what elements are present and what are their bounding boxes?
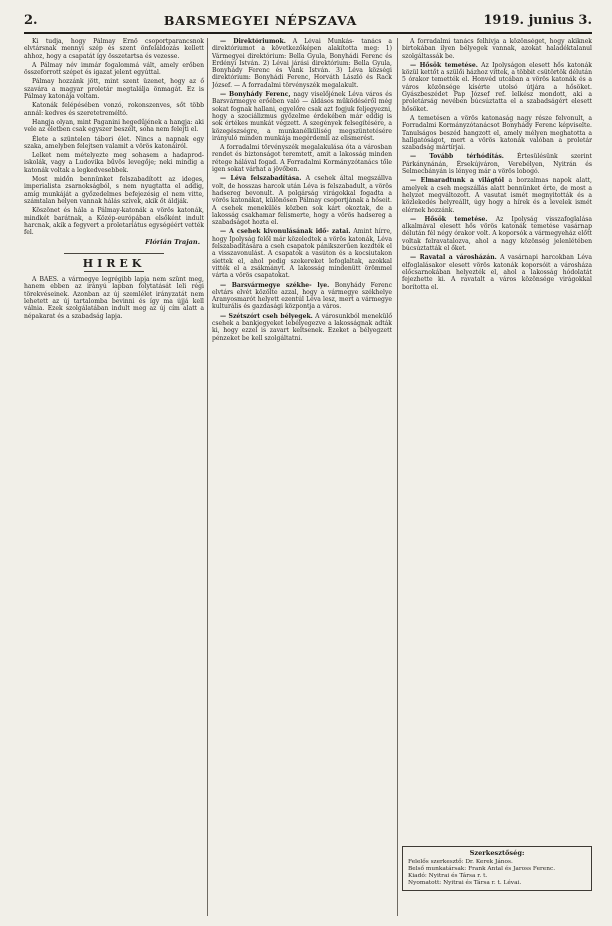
news-item: [212, 282, 392, 311]
news-item-heading: — Hősök temetése.: [410, 215, 488, 223]
news-item: [212, 175, 392, 226]
article-paragraph: A Pálmay név immár fogalommá vált, amely erőben összeforrott szépet és igazat jelent egyúttal.: [24, 61, 204, 77]
news-item-text: A forradalmi tanács felhívja a közönséget, hogy akiknek birtokában ilyen bélyegek vannak, azokat haladéktalanul szolgáltassák be.: [402, 38, 592, 60]
article-paragraph: Hangja olyan, mint Paganini hegedűjének a hangja: aki vele az életben csak egyszer beszélt, soha nem felejti el.: [24, 118, 204, 134]
article-paragraph: Katonák felépésében vonzó, rokonszenves, sőt több annál: kedves és szeretetreméltó.: [24, 102, 204, 117]
news-item-text: a borzalmas napok alatt, amelyek a cseh megszállás alatt bennünket érte, de most a helyzet megváltozott. A vasutat ismét megnyitották és a közlekedés helyreállt, úgy hogy a hírek és a levelek ismét elérnek hozzánk.: [402, 177, 592, 214]
news-item: [402, 216, 592, 252]
credits-heading: Szerkesztőség:: [469, 849, 525, 857]
news-item: [212, 144, 392, 173]
article-paragraph: Lelket nem mételyezte meg sohasem a hadaprod-iskolák, vagy a Ludovika bűvös levegője; neki mindig a katonák voltak a legkedvesebbek.: [24, 152, 204, 174]
news-item-heading: — Hősök temetése.: [410, 61, 478, 69]
news-item-heading: — Léva felszabadítása.: [220, 175, 302, 183]
news-item-text: A temetésen a vörös katonaság nagy része felvonult, a Forradalmi Kormányzótanácsot Bonyhády Ferenc képviselte. Tanulságos beszéd hangzott el, amely mélyen meghatotta a hallgatóságot, mert a vörös katonák valóban a proletár szabadság mártírjai.: [402, 114, 592, 152]
news-item: [212, 38, 392, 89]
issue-date: 1919. junius 3.: [483, 12, 592, 28]
news-item-text: nagy viselőjének Léva város és Barsvármegye erőében való — áldásos működéséről még sokat fognak hallani, egyelőre csak azt fogjuk feljegyezni, hogy a szociálizmus győzelme érdekében már eddig is sok értékes munkát végzett. A szegények felsegítésére, a közegészségre, a munkanélküliség megszüntetésére irányuló minden munkája megérdemli az elismerést.: [212, 91, 392, 142]
news-item: [212, 313, 392, 342]
credits-line: Nyomatott: Nyitrai és Társa r. t. Lévai.: [408, 880, 522, 886]
news-item-text: A vasárnapi harcokban Léva elfoglalásakor elesett vörös katonák koporsóit a városháza előcsarnokában helyezték el, ahol a lakosság hódolatát fejezhette ki. A ravatalt a város közönsége virágokkal borította el.: [402, 254, 592, 291]
news-item-heading: — Ravatal a városházán.: [410, 254, 497, 262]
section-divider: [64, 253, 164, 254]
article-paragraph: Élete a szüntelen tábori élet. Nincs a napnak egy szaka, amelyben felejtsen valamit a vörös katonáiról.: [24, 135, 204, 150]
column-divider: [397, 38, 398, 916]
masthead: [24, 8, 592, 34]
news-item: [402, 115, 592, 151]
credits-line: Felelős szerkesztő: Dr. Kerek János.: [408, 859, 513, 865]
news-item-text: Amint hírre, hogy Ipolyság felől már közeledtek a vörös katonák, Léva felszabadítására a cseh csapatok pánikszerűen kezdték el a visszavonulást. A csapatok a vasúton és a kocsiutakon siettek el, ahol pedig szekereket lefoglaltak, azokkal vitték el a zsákmányt. A lakosság mindenütt örömmel várta a vörös csapatokat.: [212, 228, 392, 280]
article-paragraph: Ki tudja, hogy Pálmay Ernő csoportparancsnok elvtársnak mennyi szép és szent önfeláldozás kellett ahhoz, hogy a csapatát így összetartsa és vezesse.: [24, 38, 204, 60]
news-item-heading: — Elmaradtunk a világtól: [410, 177, 505, 185]
news-item: [402, 153, 592, 175]
newspaper-title: BARSMEGYEI NÉPSZAVA: [163, 12, 358, 28]
news-item-text: A forradalmi törvényszék megalakulása óta a városban rendet és biztonságot teremtett, amit a lakosság minden rétege hálával fogad. A Forradalmi Kormányzótanács tőle igen sokat várhat a jövőben.: [212, 144, 392, 174]
article-paragraph: Köszönet és hála a Pálmay-katonák a vörös katonák, mindkét barátnak, a Közép-európában elsőként indult harcnak, akik a fegyvert a proletariátus egységéért vették fel.: [24, 207, 204, 237]
news-item-text: A Lévai Munkás- tanács a direktóriumot a következőképen alakította meg: 1) Vármegyei direktórium: Bella Gyula, Bonyhádi Ferenc és Erdényi István. 2) Lévai járási direktórium: Bella Gyula, Bonyhády Ferenc és Vank István. 3) Léva községi direktórium: Bonyhádi Ferenc, Horváth László és Rack József. — A forradalmi törvényszék megalakult.: [212, 38, 392, 89]
news-item-heading: — Bonyhády Ferenc,: [220, 91, 291, 99]
news-paragraph: A BAES. a vármegye legrégibb lapja nem szünt meg, hanem ebben az irányú lapban folytatását leli régi törekvéseinek. Azonban az új szemlélet irányzatát nem lehetett az új tartalomba bevinni és így ma újjá kell válnia. Ezek szolgálatában indult meg az új cím alatt a népakarat és a szabadság lapja.: [24, 276, 204, 320]
news-item: [212, 91, 392, 142]
news-item: [402, 62, 592, 113]
news-item-text: Értesülésünk szerint Párkánynánán, Érsekújváron, Verebélyen, Nyitrán és Selmecbányán is lényeg már a vörös lobogó.: [402, 153, 592, 176]
article-paragraph: Pálmay hozzánk jött, mint szent üzenet, hogy az ő szavára a magyar proletár megtalálja önmagát. Ez is Pálmay katonája voltam.: [24, 78, 204, 101]
article-signature: Flórián Trajan.: [145, 238, 200, 247]
news-item-heading: — Barsvármegye székhe- lye.: [220, 281, 330, 289]
news-item-text: Bonyhády Ferenc elvtárs elvét közölte azzal, hogy a vármegye székhelye Aranyosmarót helyett ezentúl Léva lesz, mert a vármegye kulturális és gazdasági központja a város.: [212, 281, 392, 311]
column-2: [212, 38, 392, 916]
news-item-heading: — A csehek kivonulásának idő- zatai.: [220, 228, 351, 236]
news-item-text: A városunkból menekülő csehek a bankjegyeket lebélyegezve a lakosságnak adták ki, hogy ezzel is zavart keltsenek. Ezeket a bélyegzett pénzeket be kell szolgáltatni.: [212, 312, 392, 342]
news-item-heading: — Direktóriumok.: [220, 38, 286, 45]
article-paragraph: Most midőn bennünket felszabadított az ideges, imperialista zsarnokságból, s nem nyugtatta el addig, amíg munkáját a győzedelmes befejezésig el nem vitte, számtalan helyen vannak hálás szívek, akik őt áldják.: [24, 176, 204, 205]
credits-line: Kiadó: Nyitrai és Társa r. t.: [408, 873, 488, 879]
column-3: [402, 38, 592, 838]
news-item: [402, 254, 592, 290]
editorial-credits-box: [402, 846, 592, 891]
credits-line: Belső munkatársak: Frank Antal és Jaross Ferenc.: [408, 866, 556, 872]
news-section-title: HIREK: [82, 256, 146, 270]
news-item: [402, 177, 592, 213]
news-item-text: Az Ipolyság visszafoglalása alkalmával elesett hős vörös katonák temetése vasárnap délután fél négy órakor volt. A koporsók a vármegyeház előtt voltak felravatalozva, ahol a nagy közönség jelenlétében búcsúztatták el őket.: [402, 215, 592, 253]
news-item-heading: — Szétszórt cseh bélyegek.: [220, 312, 313, 320]
news-item: [402, 38, 592, 60]
column-divider: [207, 38, 208, 916]
news-item-heading: — Tovább térhódítás.: [410, 153, 504, 161]
column-1: [24, 38, 204, 916]
section-divider: [84, 271, 144, 272]
news-item: [212, 228, 392, 279]
news-item-text: A csehek által megszállva volt, de hosszas harcok után Léva is felszabadult, a vörös hadsereg bevonult. A polgárság virágokkal fogadta a vörös katonákat, különösen Pálmay csoportjának a hőseit. A csehek menekülés közben sok kárt okoztak, de a lakosság csakhamar felismerte, hogy a vörös hadsereg a szabadságot hozta el.: [212, 175, 392, 227]
page-number: 2.: [24, 12, 38, 28]
news-item-text: Az Ipolyságon elesett hős katonák közül kettőt a szülői házhoz vittek, a többit csütörtök délután 5 órakor temették el. Honvéd utcában a vörös katonák és a város közönsége kísérte utolsó útjára a hősöket. Gyászbeszédet Pap József ref. lelkész mondott, aki a proletárság nevében búcsúztatta el a szabadságért elesett hősöket.: [402, 61, 592, 113]
